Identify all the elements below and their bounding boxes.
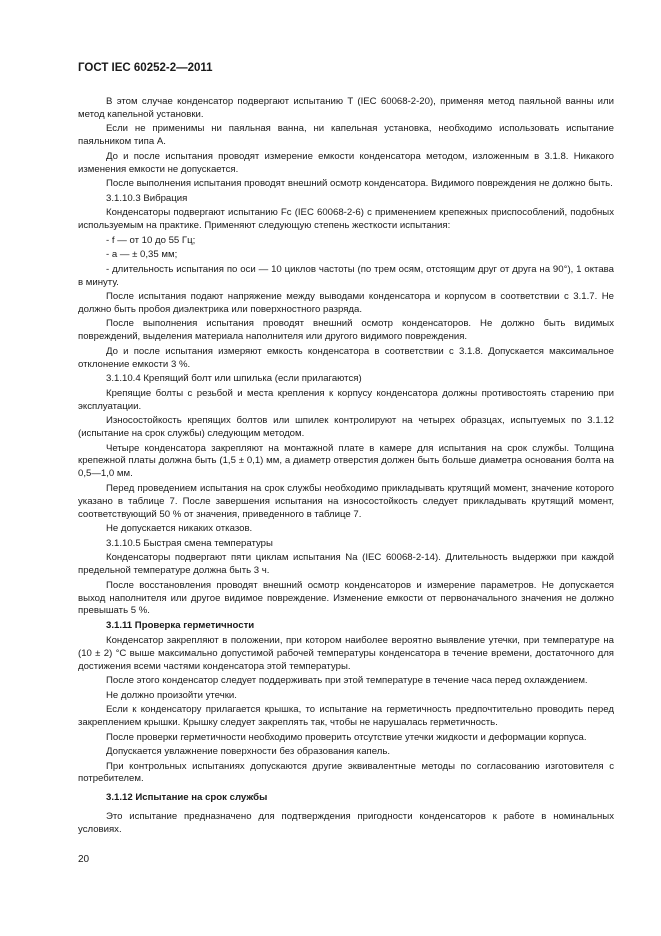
page-number: 20 — [78, 854, 90, 865]
section-heading-3-1-11: 3.1.11 Проверка герметичности — [106, 620, 255, 632]
paragraph: В этом случае конденсатор подвергают испытанию T (IEC 60068-2-20), применяя метод паяльной ванны или метод капельной установки. — [78, 96, 614, 120]
paragraph: Перед проведением испытания на срок службы необходимо прикладывать крутящий момент, значение которого указано в таблице 7. После завершения испытания на износостойкость следует прикладывать крутящий момент, соответствующий 50 % от значения, приведенного в таблице 7. — [78, 482, 614, 520]
paragraph: Не должно произойти утечки. — [106, 689, 237, 701]
list-item: - длительность испытания по оси — 10 циклов частоты (по трем осям, отстоящим друг от друга на 90°), 1 октава в минуту. — [78, 263, 614, 288]
paragraph: Крепящие болты с резьбой и места крепления к корпусу конденсатора должны противостоять старению при эксплуатации. — [78, 387, 614, 412]
paragraph: Не допускается никаких отказов. — [106, 523, 253, 535]
paragraph: Допускается увлажнение поверхности без образования капель. — [106, 746, 391, 758]
section-heading-3-1-12: 3.1.12 Испытание на срок службы — [106, 792, 268, 804]
subsection-heading-bolt: 3.1.10.4 Крепящий болт или шпилька (если прилагаются) — [106, 373, 362, 385]
paragraph: До и после испытания измеряют емкость конденсатора в соответствии с 3.1.8. Допускается максимальное отклонение емкости 3 %. — [78, 345, 614, 370]
document-body — [78, 96, 614, 837]
subsection-heading-temperature: 3.1.10.5 Быстрая смена температуры — [106, 537, 273, 549]
paragraph: Конденсаторы подвергают пяти циклам испытания Na (IEC 60068-2-14). Длительность выдержки при каждой предельной температуре должна быть 3 ч. — [78, 552, 614, 577]
paragraph: Конденсаторы подвергают испытанию Fc (IEC 60068-2-6) с применением крепежных приспособлений, подобных используемым на практике. Применяют следующую степень жесткости испытания: — [78, 207, 614, 232]
list-item: - a — ± 0,35 мм; — [106, 249, 178, 261]
list-item: - f — от 10 до 55 Гц; — [106, 234, 196, 246]
paragraph: Конденсатор закрепляют в положении, при котором наиболее вероятно выявление утечки, при температуре на (10 ± 2) °С выше максимально допустимой рабочей температуры конденсатора в течение времени, достаточного для достижения всеми частями конденсатора этой температуры. — [78, 634, 614, 672]
paragraph: Это испытание предназначено для подтверждения пригодности конденсаторов к работе в номинальных условиях. — [78, 811, 614, 836]
paragraph: Если к конденсатору прилагается крышка, то испытание на герметичность предпочтительно проводить перед закреплением крышки. Крышку следует закреплять так, чтобы не нарушалась герметичность. — [78, 704, 614, 729]
paragraph: После этого конденсатор следует поддерживать при этой температуре в течение часа перед охлаждением. — [106, 675, 588, 687]
paragraph: До и после испытания проводят измерение емкости конденсатора методом, изложенным в 3.1.8. Никакого изменения емкости не допускается. — [78, 150, 614, 175]
paragraph: После испытания подают напряжение между выводами конденсатора и корпусом в соответствии с 3.1.7. Не должно быть пробоя диэлектрика или поверхностного разряда. — [78, 291, 614, 315]
paragraph: После проверки герметичности необходимо проверить отсутствие утечки жидкости и деформации корпуса. — [106, 731, 587, 743]
paragraph: После выполнения испытания проводят внешний осмотр конденсаторов. Не должно быть видимых повреждений, выделения материала наполнителя или другого видимого повреждения. — [78, 318, 614, 343]
document-page — [78, 62, 614, 839]
paragraph: После восстановления проводят внешний осмотр конденсаторов и измерение параметров. Не допускается выход наполнителя или другое видимое повреждение. Изменение емкости от первоначального значения не должно превышать 5 %. — [78, 579, 614, 617]
paragraph: Если не применимы ни паяльная ванна, ни капельная установка, необходимо использовать испытание паяльником типа А. — [78, 123, 614, 148]
subsection-heading-vibration: 3.1.10.3 Вибрация — [106, 192, 188, 204]
paragraph: При контрольных испытаниях допускаются другие эквивалентные методы по согласованию изготовителя с потребителем. — [78, 760, 614, 785]
document-header: ГОСТ IEC 60252-2—2011 — [78, 62, 213, 74]
paragraph: После выполнения испытания проводят внешний осмотр конденсатора. Видимого повреждения не должно быть. — [106, 178, 613, 190]
paragraph: Четыре конденсатора закрепляют на монтажной плате в камере для испытания на срок службы. Толщина крепежной платы должна быть (1,5 ± 0,1) мм, а диаметр отверстия должен быть больше диаметра основания болта на 0,5—1,0 мм. — [78, 442, 614, 480]
paragraph: Износостойкость крепящих болтов или шпилек контролируют на четырех образцах, испытуемых по 3.1.12 (испытание на срок службы) следующим методом. — [78, 415, 614, 440]
